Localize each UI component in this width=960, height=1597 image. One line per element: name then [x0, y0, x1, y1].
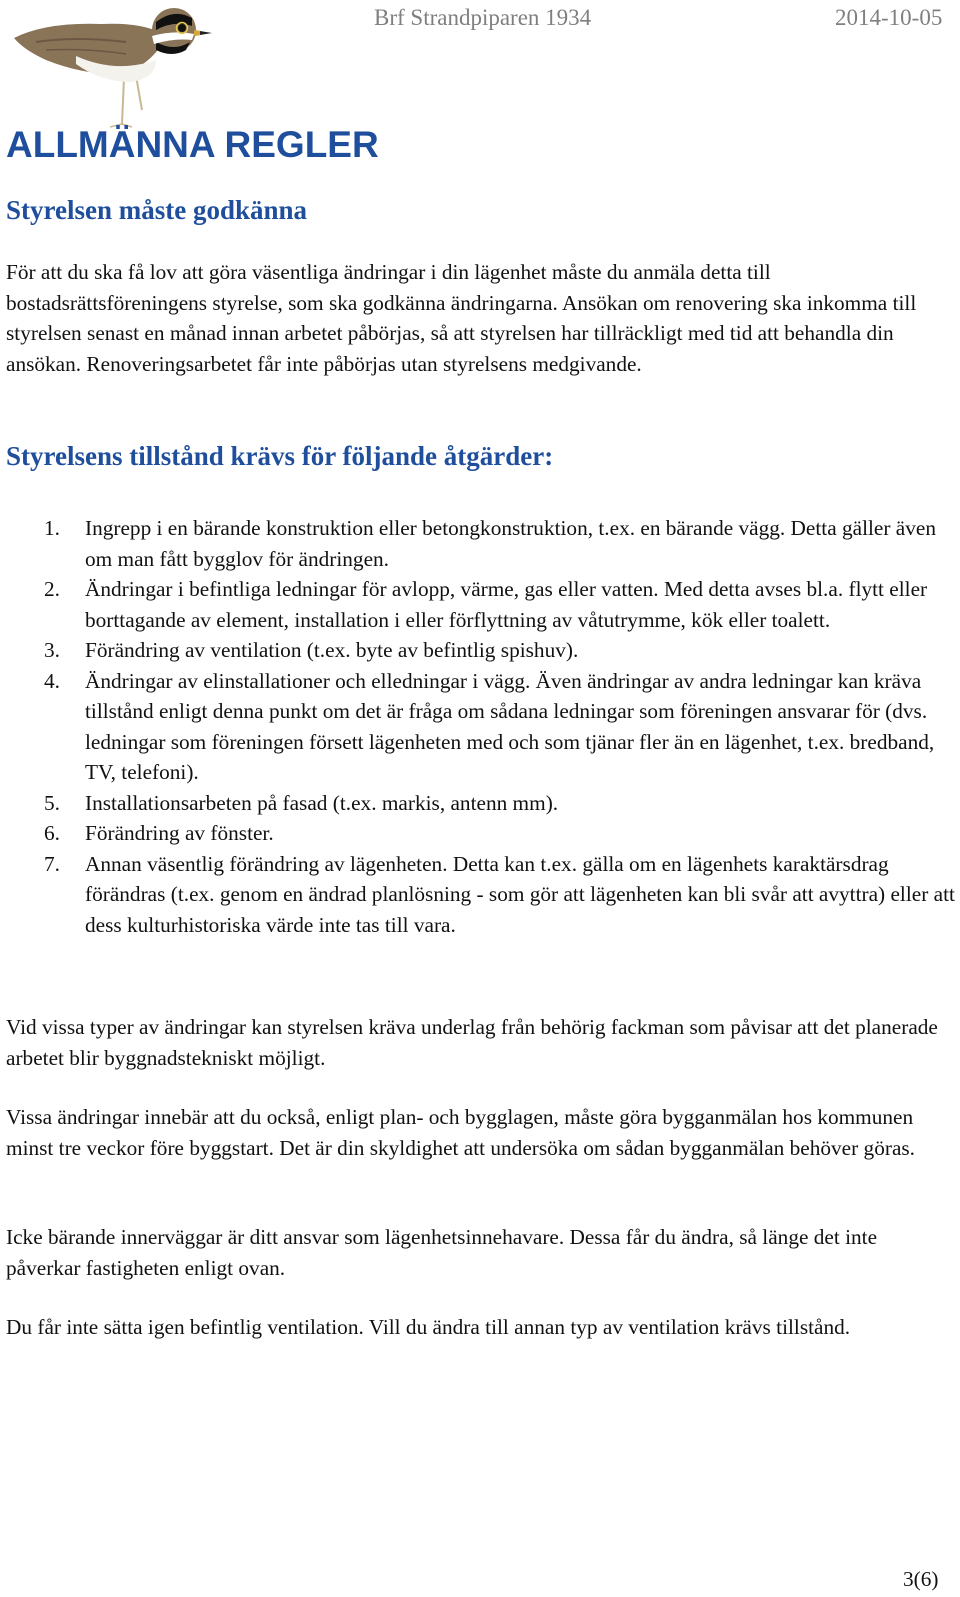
section-heading-permit: Styrelsens tillstånd krävs för följande åtgärder:	[6, 441, 554, 471]
ringed-plover-bird-icon	[6, 0, 216, 128]
paragraph-interior-walls: Icke bärande innerväggar är ditt ansvar som lägenhetsinnehavare. Dessa får du ändra, så länge det inte påverkar fastigheten enligt ovan.	[6, 1225, 878, 1280]
list-item	[6, 849, 956, 941]
list-item	[6, 635, 956, 666]
document-date: 2014-10-05	[835, 5, 943, 30]
list-item-text: Ändringar av elinstallationer och elledningar i vägg. Även ändringar av andra ledningar kan kräva tillstånd enligt denna punkt om det är fråga om sådana ledningar som föreningen ansvarar för (dvs. ledningar som föreningen försett lägenheten med och som tjänar fler än en lägenhet, t.ex. bredband, TV, telefoni).	[85, 668, 935, 784]
list-item-text: Installationsarbeten på fasad (t.ex. markis, antenn mm).	[85, 790, 559, 815]
permit-list	[6, 513, 956, 940]
intro-paragraph: För att du ska få lov att göra väsentliga ändringar i din lägenhet måste du anmäla detta till bostadsrättsföreningens styrelse, som ska godkänna ändringarna. Ansökan om renovering ska inkomma till styrelsen senast en månad innan arbetet påbörjas, så att styrelsen har tillräckligt med tid att behandla din ansökan. Renoveringsarbetet får inte påbörjas utan styrelsens medgivande.	[6, 260, 917, 376]
list-item	[6, 574, 956, 635]
list-item-number: 5.	[44, 790, 60, 815]
list-item	[6, 513, 956, 574]
paragraph-building-notice: Vissa ändringar innebär att du också, enligt plan- och bygglagen, måste göra bygganmälan hos kommunen minst tre veckor före byggstart. Det är din skyldighet att undersöka om sådan bygganmälan behöver göras.	[6, 1105, 916, 1160]
paragraph-expert-documentation: Vid vissa typer av ändringar kan styrelsen kräva underlag från behörig fackman som påvisar att det planerade arbetet blir byggnadstekniskt möjligt.	[6, 1015, 938, 1070]
paragraph-ventilation: Du får inte sätta igen befintlig ventilation. Vill du ändra till annan typ av ventilation krävs tillstånd.	[6, 1315, 851, 1339]
list-item	[6, 666, 956, 788]
list-item-text: Ändringar i befintliga ledningar för avlopp, värme, gas eller vatten. Med detta avses bl.a. flytt eller borttagande av element, installation i eller förflyttning av våtutrymme, kök eller toalett.	[85, 577, 928, 632]
list-item-number: 7.	[44, 851, 60, 876]
page-number: 3(6)	[903, 1567, 939, 1591]
list-item-number: 2.	[44, 577, 60, 601]
list-item-text: Förändring av ventilation (t.ex. byte av befintlig spishuv).	[85, 638, 579, 662]
organization-name: Brf Strandpiparen 1934	[374, 5, 592, 30]
list-item-text: Ingrepp i en bärande konstruktion eller betongkonstruktion, t.ex. en bärande vägg. Detta gäller även om man fått bygglov för ändringen.	[85, 516, 937, 571]
list-item	[6, 818, 956, 849]
list-item-text: Annan väsentlig förändring av lägenheten. Detta kan t.ex. gälla om en lägenhets karaktärsdrag förändras (t.ex. genom en ändrad planlösning - som gör att lägenheten kan bli svår att avyttra) eller att dess kulturhistoriska värde inte tas till vara.	[85, 851, 955, 937]
list-item-number: 3.	[44, 638, 60, 662]
list-item-text: Förändring av fönster.	[85, 821, 274, 845]
list-item-number: 6.	[44, 821, 60, 845]
page-title: ALLMÄNNA REGLER	[6, 124, 379, 165]
list-item-number: 4.	[44, 668, 60, 693]
list-item	[6, 788, 956, 819]
section-heading-approval: Styrelsen måste godkänna	[6, 195, 308, 225]
list-item-number: 1.	[44, 516, 60, 540]
